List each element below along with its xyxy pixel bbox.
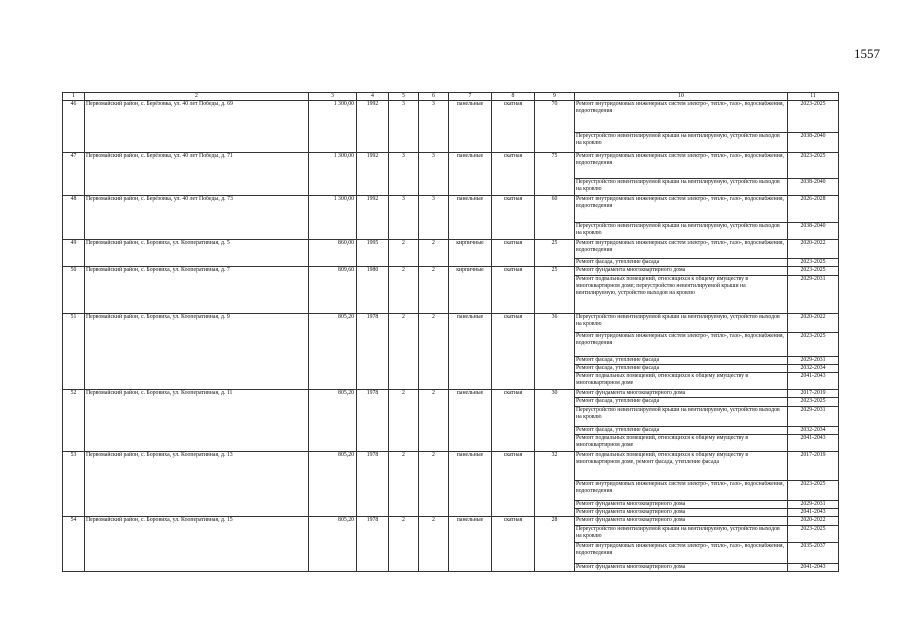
floors-count: 2 <box>389 390 419 452</box>
entrances-count: 3 <box>419 196 449 240</box>
build-year: 1992 <box>357 101 389 153</box>
repair-period: 2038-2040 <box>788 179 839 196</box>
roof-type: скатная <box>492 390 535 452</box>
total-area: 1 300,00 <box>309 196 357 240</box>
building-address: Первомайский район, с. Боровиха, ул. Кооперативная, д. 7 <box>85 267 309 313</box>
roof-type: скатная <box>492 153 535 196</box>
repair-period: 2035-2037 <box>788 542 839 563</box>
repair-work-description: Ремонт фундамента многоквартирного дома <box>575 517 788 525</box>
repair-work-description: Переустройство невентилируемой крыши на вентилируемую, устройство выходов на кровлю <box>575 525 788 542</box>
repair-work-description: Ремонт внутридомовых инженерных систем электро-, тепло-, газо-, водоснабжения, водоотведения <box>575 240 788 259</box>
build-year: 1978 <box>357 451 389 516</box>
header-cell: 8 <box>492 93 535 101</box>
repair-period: 2029-2031 <box>788 275 839 313</box>
header-cell: 2 <box>85 93 309 101</box>
repair-period: 2029-2031 <box>788 356 839 364</box>
repair-work-description: Ремонт фундамента многоквартирного дома <box>575 390 788 398</box>
repair-period: 2041-2043 <box>788 373 839 390</box>
total-area: 805,20 <box>309 451 357 516</box>
header-cell: 4 <box>357 93 389 101</box>
repair-period: 2023-2025 <box>788 259 839 267</box>
repair-period: 2041-2043 <box>788 563 839 571</box>
repair-work-description: Переустройство невентилируемой крыши на вентилируемую, устройство выходов на кровлю <box>575 179 788 196</box>
wear-percent: 30 <box>535 390 575 452</box>
floors-count: 2 <box>389 451 419 516</box>
build-year: 1992 <box>357 153 389 196</box>
wall-material: кирпичные <box>449 240 492 267</box>
build-year: 1978 <box>357 313 389 389</box>
repair-period: 2023-2025 <box>788 101 839 133</box>
repair-period: 2017-2019 <box>788 390 839 398</box>
header-cell: 5 <box>389 93 419 101</box>
build-year: 1978 <box>357 517 389 571</box>
wear-percent: 28 <box>535 517 575 571</box>
repair-work-description: Ремонт подвальных помещений, относящихся к общему имуществу в многоквартирном доме, ремонт фасада, утепление фасада <box>575 451 788 480</box>
building-address: Первомайский район, с. Боровиха, ул. Кооперативная, д. 15 <box>85 517 309 571</box>
building-address: Первомайский район, с. Боровиха, ул. Кооперативная, д. 11 <box>85 390 309 452</box>
repair-work-description: Ремонт фундамента многоквартирного дома <box>575 500 788 508</box>
roof-type: скатная <box>492 313 535 389</box>
wall-material: панельные <box>449 390 492 452</box>
header-cell: 9 <box>535 93 575 101</box>
wall-material: панельные <box>449 517 492 571</box>
build-year: 1992 <box>357 196 389 240</box>
header-cell: 11 <box>788 93 839 101</box>
total-area: 805,20 <box>309 390 357 452</box>
repair-work-description: Ремонт фасада, утепление фасада <box>575 426 788 434</box>
floors-count: 2 <box>389 313 419 389</box>
repair-work-description: Ремонт фундамента многоквартирного дома <box>575 267 788 275</box>
repair-work-description: Ремонт внутридомовых инженерных систем электро-, тепло-, газо-, водоснабжения, водоотведения <box>575 332 788 356</box>
row-number: 46 <box>63 101 85 153</box>
roof-type: скатная <box>492 517 535 571</box>
wall-material: панельные <box>449 313 492 389</box>
floors-count: 2 <box>389 267 419 313</box>
repair-work-description: Ремонт фасада, утепление фасада <box>575 259 788 267</box>
roof-type: скатная <box>492 196 535 240</box>
row-number: 53 <box>63 451 85 516</box>
total-area: 805,20 <box>309 313 357 389</box>
building-address: Первомайский район, с. Боровиха, ул. Кооперативная, д. 5 <box>85 240 309 267</box>
entrances-count: 2 <box>419 267 449 313</box>
repair-period: 2029-2031 <box>788 500 839 508</box>
table-row <box>63 267 839 275</box>
header-cell: 1 <box>63 93 85 101</box>
entrances-count: 2 <box>419 390 449 452</box>
header-cell: 7 <box>449 93 492 101</box>
row-number: 54 <box>63 517 85 571</box>
floors-count: 2 <box>389 240 419 267</box>
entrances-count: 3 <box>419 101 449 153</box>
building-address: Первомайский район, с. Берёзовка, ул. 40 лет Победы, д. 69 <box>85 101 309 153</box>
repair-period: 2023-2025 <box>788 267 839 275</box>
floors-count: 3 <box>389 153 419 196</box>
building-address: Первомайский район, с. Берёзовка, ул. 40 лет Победы, д. 73 <box>85 196 309 240</box>
repair-period: 2023-2025 <box>788 153 839 179</box>
repair-work-description: Ремонт фасада, утепление фасада <box>575 356 788 364</box>
floors-count: 3 <box>389 101 419 153</box>
table-row <box>63 153 839 179</box>
header-row <box>63 93 839 101</box>
repair-work-description: Ремонт внутридомовых инженерных систем электро-, тепло-, газо-, водоснабжения, водоотведения <box>575 542 788 563</box>
repair-period: 2020-2022 <box>788 313 839 332</box>
total-area: 1 300,00 <box>309 101 357 153</box>
wall-material: панельные <box>449 101 492 153</box>
repair-work-description: Ремонт фундамента многоквартирного дома <box>575 509 788 517</box>
entrances-count: 3 <box>419 153 449 196</box>
roof-type: скатная <box>492 451 535 516</box>
entrances-count: 2 <box>419 313 449 389</box>
table-row <box>63 451 839 480</box>
repair-work-description: Ремонт внутридомовых инженерных систем электро-, тепло-, газо-, водоснабжения, водоотведения <box>575 101 788 133</box>
wall-material: кирпичные <box>449 267 492 313</box>
repair-work-description: Ремонт внутридомовых инженерных систем электро-, тепло-, газо-, водоснабжения, водоотведения <box>575 153 788 179</box>
repair-work-description: Ремонт фундамента многоквартирного дома <box>575 563 788 571</box>
row-number: 50 <box>63 267 85 313</box>
repair-period: 2023-2025 <box>788 398 839 406</box>
table-body <box>63 101 839 572</box>
wear-percent: 36 <box>535 313 575 389</box>
roof-type: скатная <box>492 267 535 313</box>
wear-percent: 75 <box>535 153 575 196</box>
row-number: 47 <box>63 153 85 196</box>
building-address: Первомайский район, с. Боровиха, ул. Кооперативная, д. 9 <box>85 313 309 389</box>
repair-work-description: Переустройство невентилируемой крыши на вентилируемую, устройство выходов на кровлю <box>575 313 788 332</box>
repair-period: 2029-2031 <box>788 406 839 426</box>
repair-work-description: Ремонт фасада, утепление фасада <box>575 398 788 406</box>
repair-work-description: Ремонт внутридомовых инженерных систем электро-, тепло-, газо-, водоснабжения, водоотведения <box>575 196 788 223</box>
repair-period: 2038-2040 <box>788 223 839 240</box>
build-year: 1995 <box>357 240 389 267</box>
wear-percent: 32 <box>535 451 575 516</box>
repair-work-description: Ремонт подвальных помещений, относящихся к общему имуществу в многоквартирном доме; переустройство невентилируемой крыши на вентилируемую, устройство выходов на кровлю <box>575 275 788 313</box>
total-area: 860,00 <box>309 240 357 267</box>
wall-material: панельные <box>449 196 492 240</box>
wall-material: панельные <box>449 451 492 516</box>
header-cell: 10 <box>575 93 788 101</box>
repair-period: 2020-2022 <box>788 517 839 525</box>
repair-period: 2041-2043 <box>788 434 839 451</box>
wall-material: панельные <box>449 153 492 196</box>
total-area: 1 300,00 <box>309 153 357 196</box>
repair-work-description: Переустройство невентилируемой крыши на вентилируемую, устройство выходов на кровлю <box>575 133 788 153</box>
repair-period: 2023-2025 <box>788 525 839 542</box>
repair-work-description: Ремонт подвальных помещений, относящихся к общему имуществу в многоквартирном доме <box>575 373 788 390</box>
table-row <box>63 390 839 398</box>
repair-period: 2032-2034 <box>788 426 839 434</box>
floors-count: 3 <box>389 196 419 240</box>
repair-work-description: Ремонт фасада, утепление фасада <box>575 364 788 372</box>
row-number: 49 <box>63 240 85 267</box>
entrances-count: 2 <box>419 517 449 571</box>
table-row <box>63 196 839 223</box>
table-row <box>63 517 839 525</box>
repair-work-description: Переустройство невентилируемой крыши на вентилируемую, устройство выходов на кровлю <box>575 406 788 426</box>
repair-period: 2023-2025 <box>788 480 839 500</box>
roof-type: скатная <box>492 101 535 153</box>
repair-period: 2032-2034 <box>788 364 839 372</box>
repair-work-description: Ремонт внутридомовых инженерных систем электро-, тепло-, газо-, водоснабжения, водоотведения <box>575 480 788 500</box>
page-number: 1557 <box>854 46 880 61</box>
build-year: 1978 <box>357 390 389 452</box>
build-year: 1980 <box>357 267 389 313</box>
wear-percent: 25 <box>535 240 575 267</box>
building-address: Первомайский район, с. Боровиха, ул. Кооперативная, д. 13 <box>85 451 309 516</box>
capital-repair-table <box>62 92 839 572</box>
building-address: Первомайский район, с. Берёзовка, ул. 40 лет Победы, д. 71 <box>85 153 309 196</box>
wear-percent: 60 <box>535 196 575 240</box>
total-area: 805,20 <box>309 517 357 571</box>
repair-period: 2026-2028 <box>788 196 839 223</box>
row-number: 51 <box>63 313 85 389</box>
table-row <box>63 101 839 133</box>
repair-work-description: Переустройство невентилируемой крыши на вентилируемую, устройство выходов на кровлю <box>575 223 788 240</box>
entrances-count: 2 <box>419 451 449 516</box>
entrances-count: 2 <box>419 240 449 267</box>
table-row <box>63 240 839 259</box>
repair-work-description: Ремонт подвальных помещений, относящихся к общему имуществу в многоквартирном доме <box>575 434 788 451</box>
repair-period: 2023-2025 <box>788 332 839 356</box>
row-number: 52 <box>63 390 85 452</box>
repair-period: 2038-2040 <box>788 133 839 153</box>
header-cell: 6 <box>419 93 449 101</box>
repair-period: 2017-2019 <box>788 451 839 480</box>
floors-count: 2 <box>389 517 419 571</box>
roof-type: скатная <box>492 240 535 267</box>
total-area: 809,60 <box>309 267 357 313</box>
header-cell: 3 <box>309 93 357 101</box>
wear-percent: 25 <box>535 267 575 313</box>
row-number: 48 <box>63 196 85 240</box>
wear-percent: 70 <box>535 101 575 153</box>
repair-period: 2020-2022 <box>788 240 839 259</box>
table-row <box>63 313 839 332</box>
repair-period: 2041-2043 <box>788 509 839 517</box>
